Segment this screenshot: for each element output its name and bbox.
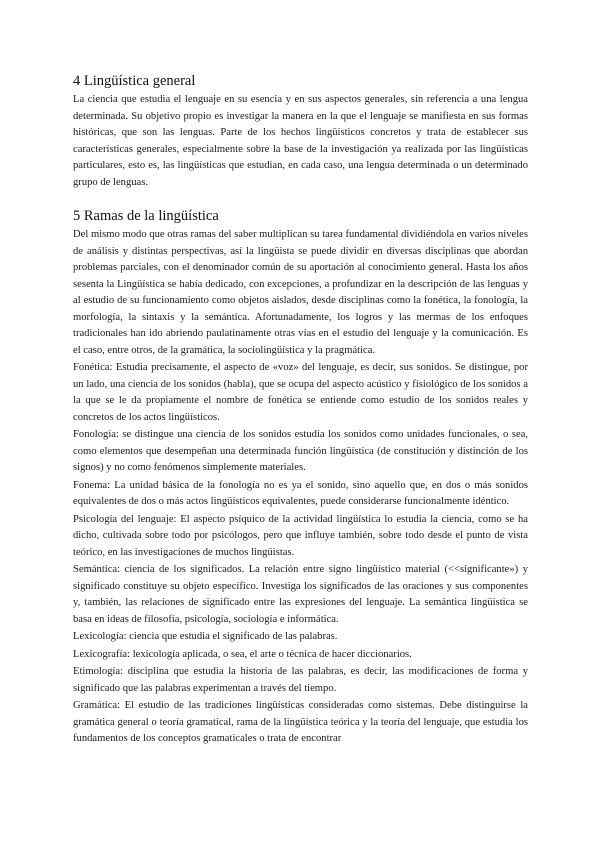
paragraph-gramatica: Gramática: El estudio de las tradiciones lingüísticas consideradas como sistemas. Debe distinguirse la gramática general o teoría gramatical, rama de la lingüística teórica y la teoría del lenguaje, que estudia los fundamentos de los conceptos gramaticales o trata de encontrar [73, 700, 528, 744]
paragraph-fonetica: Fonética: Estudia precisamente, el aspecto de «voz» del lenguaje, es decir, sus sonidos. Se distingue, por un lado, una ciencia de los sonidos (habla), que se ocupa del aspecto acústico y fisiológico de los sonidos a la que se le da propiamente el nombre de fonética se entiende como estudio de los sonidos reales y concretos de los actos lingüísticos. [73, 362, 528, 423]
section-heading: 4 Lingüística general [73, 73, 196, 89]
document-page [73, 72, 528, 749]
paragraph-psicologia: Psicología del lenguaje: El aspecto psíquico de la actividad lingüística lo estudia la ciencia, como se ha dicho, cultivada sobre todo por psicólogos, pero que influye también, sobre todo desde el punto de vista teórico, en las investigaciones de muchos lingüistas. [73, 513, 528, 558]
paragraph-lexicografia: Lexicografía: lexicología aplicada, o sea, el arte o técnica de hacer diccionarios. [73, 648, 412, 660]
paragraph-fonologia: Fonología: se distingue una ciencia de los sonidos estudia los sonidos como unidades funcionales, o sea, como elementos que desempeñan una determinada función lingüística (de constitución y distinción de los signos) y no como fenómenos simplemente materiales. [73, 429, 528, 473]
paragraph-etimologia: Etimología: disciplina que estudia la historia de las palabras, es decir, las modificaciones de forma y significado que las palabras experimentan a través del tiempo. [73, 666, 528, 694]
paragraph: La ciencia que estudia el lenguaje en su esencia y en sus aspectos generales, sin referencia a una lengua determinada. Su objetivo propio es investigar la manera en la que el lenguaje se manifiesta en sus formas históricas, que son las lenguas. Parte de los hechos lingüísticos concretos y trata de establecer sus características generales, especialmente sobre la base de la investigación ya realizada por las lingüísticas particulares, esto es, las lingüísticas que estudian, en cada caso, una lengua determinada o un determinado grupo de lenguas. [73, 94, 528, 188]
paragraph-semantica: Semántica: ciencia de los significados. La relación entre signo lingüístico material (<<significante») y significado constituye su objeto específico. Investiga los significados de las oraciones y sus componentes y, también, las relaciones de significado entre las expresiones del lenguaje. La semántica lingüística se basa en ideas de filosofía, psicología, sociología e informática. [73, 564, 528, 625]
paragraph-lexicologia: Lexicología: ciencia que estudia el significado de las palabras. [73, 631, 338, 642]
paragraph-intro: Del mismo modo que otras ramas del saber multiplican su tarea fundamental dividiéndola en varios niveles de análisis y distintas perspectivas, así la lingüista se puede dividir en diversas disciplinas que abordan problemas parciales, con el denominador común de su aportación al conocimiento general. Hasta los años sesenta la Lingüística se había dedicado, con excepciones, a profundizar en la descripción de las lenguas y al estudio de su funcionamiento como objetos aislados, desde disciplinas como la fonética, la fonología, la morfología, la sintaxis y la semántica. Afortunadamente, los logros y las mermas de los enfoques tradicionales han ido abriendo paulatinamente otras vías en el estudio del lenguaje y la comunicación. Es el caso, entre otros, de la gramática, la sociolingüística y la pragmática. [73, 229, 528, 356]
section-linguistica-general [73, 72, 528, 191]
paragraph-fonema: Fonema: La unidad básica de la fonología no es ya el sonido, sino aquello que, en dos o más sonidos equivalentes de dos o más actos lingüísticos equivalentes, puede considerarse funcionalmente idéntico. [73, 479, 528, 507]
section-heading: 5 Ramas de la lingüística [73, 208, 219, 224]
section-ramas-linguistica [73, 207, 528, 748]
